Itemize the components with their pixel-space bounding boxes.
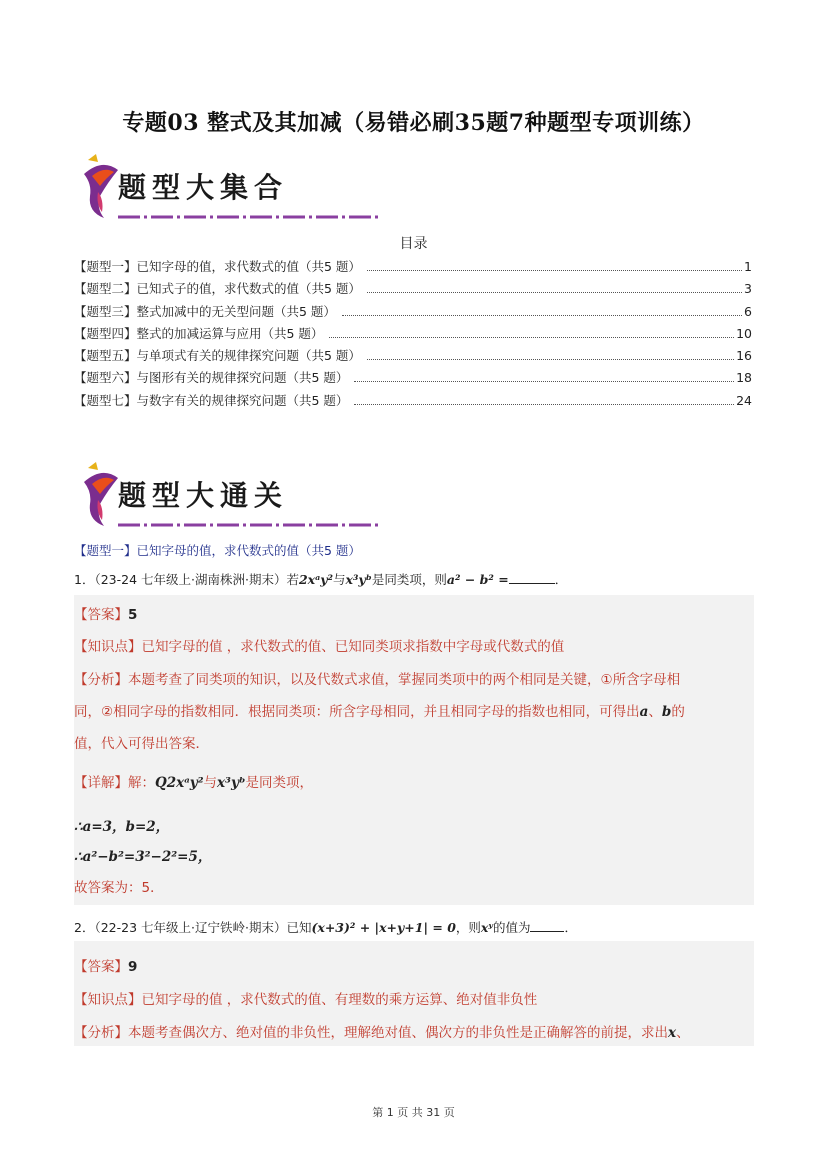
toc-row[interactable]: 【题型四】整式的加减运算与应用（共5 题） 10 — [74, 325, 752, 341]
toc-row[interactable]: 【题型一】已知字母的值，求代数式的值（共5 题） 1 — [74, 259, 752, 274]
answer-blank[interactable] — [509, 572, 555, 584]
section-heading: 【题型一】已知字母的值，求代数式的值（共5 题） — [74, 543, 361, 558]
section-banner-collection — [78, 152, 308, 224]
page-footer: 第 1 页 共 31 页 — [372, 1106, 455, 1119]
table-of-contents — [74, 256, 752, 412]
toc-row[interactable]: 【题型七】与数字有关的规律探究问题（共5 题） 24 — [74, 392, 752, 408]
toc-row[interactable]: 【题型六】与图形有关的规律探究问题（共5 题） 18 — [74, 370, 752, 386]
banner-text: 题型大集合 — [118, 171, 289, 204]
question-2: 2．（22-23 七年级上·辽宁铁岭·期末）已知(x+3)² + |x+y+1| = 0，则xʸ的值为 ． — [74, 920, 577, 935]
toc-row[interactable]: 【题型五】与单项式有关的规律探究问题（共5 题） 16 — [74, 348, 752, 364]
banner-text: 题型大通关 — [118, 479, 289, 512]
answer-blank[interactable] — [530, 920, 564, 932]
page-title: 专题03 整式及其加减（易错必刷35题7种题型专项训练） — [122, 110, 705, 136]
answer-box-1: 【答案】5 【知识点】已知字母的值 ，求代数式的值、已知同类项求指数中字母或代数式的值 【分析】本题考查了同类项的知识，以及代数式求值，掌握同类项中的两个相同是关键，①所含字母相 同，②相同字母的指数相同．根据同类项：所含字母相同，并且相同字母的指数也相同，可得出a、b的 值，代入可得出答案． 【详解】解：Q2xᵃy²与x³yᵇ是同类项， ∴a=3，b=2， ∴a²−b²=3²−2²=5， 故答案为：5． — [74, 595, 754, 905]
section-banner-practice — [78, 460, 308, 532]
banner-dash-line — [118, 522, 380, 528]
toc-row[interactable]: 【题型二】已知式子的值，求代数式的值（共5 题） 3 — [74, 281, 752, 297]
toc-row[interactable]: 【题型三】整式加减中的无关型问题（共5 题） 6 — [74, 303, 752, 319]
banner-dash-line — [118, 214, 380, 220]
answer-box-2: 【答案】9 【知识点】已知字母的值 ，求代数式的值、有理数的乘方运算、绝对值非负性 【分析】本题考查偶次方、绝对值的非负性，理解绝对值、偶次方的非负性是正确解答的前提，求出x、 — [74, 941, 754, 1046]
toc-heading: 目录 — [399, 236, 428, 252]
question-1: 1．（23-24 七年级上·湖南株洲·期末）若2xᵃy²与x³yᵇ是同类项，则a² − b² = ． — [74, 572, 568, 587]
